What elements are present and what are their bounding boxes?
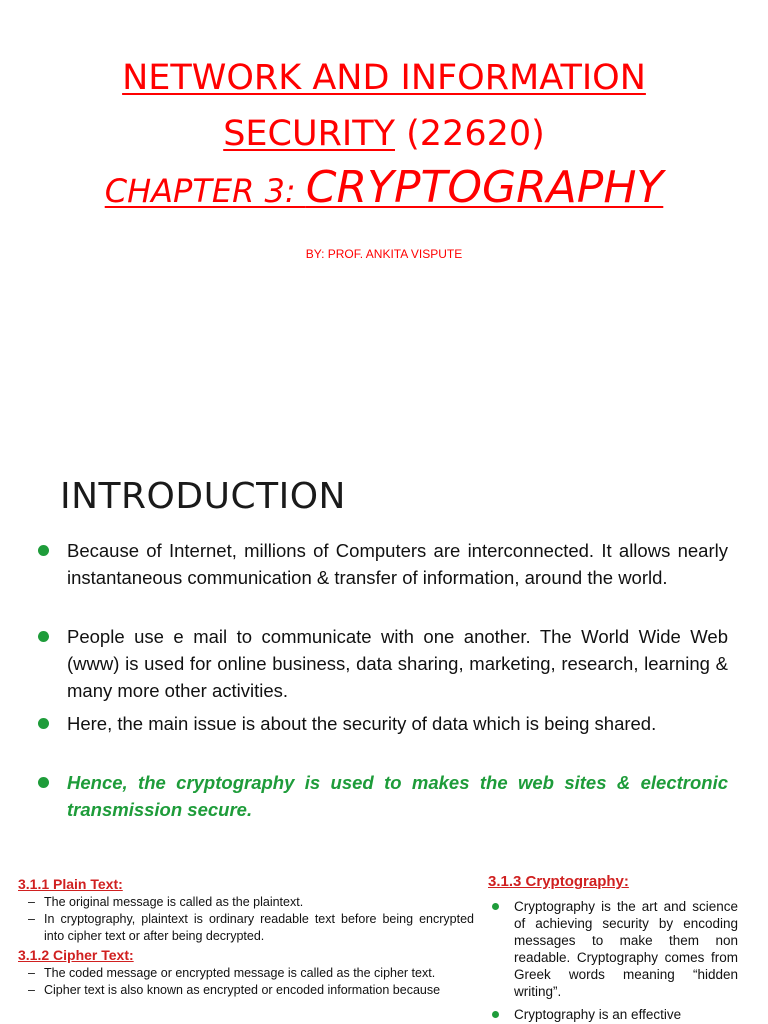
- title-security: SECURITY: [223, 114, 395, 154]
- plain-text-item: The original message is called as the plaintext.: [44, 895, 304, 909]
- list-item: [18, 894, 474, 911]
- dash-icon: –: [28, 966, 35, 980]
- chapter-name: CRYPTOGRAPHY: [305, 162, 664, 213]
- title-line-1: [0, 58, 768, 98]
- title-line-2: [0, 114, 768, 154]
- cipher-text-item: Cipher text is also known as encrypted or encoded information because: [44, 983, 441, 997]
- dash-icon: –: [28, 983, 35, 997]
- introduction-slide: [0, 440, 768, 860]
- chapter-title-underlined: [105, 162, 664, 213]
- list-item: [18, 965, 474, 982]
- list-item: [38, 710, 728, 737]
- list-item-highlight: [38, 769, 728, 823]
- definitions-left-panel: [18, 874, 474, 1024]
- cryptography-definition: Cryptography is the art and science of achieving security by encoding messages to make them non readable. Cryptography comes from Greek words meaning “hidden writing”.: [514, 899, 738, 999]
- dash-icon: –: [28, 912, 35, 926]
- cryptography-heading: 3.1.3 Cryptography:: [488, 873, 629, 890]
- slide-heading: INTRODUCTION: [60, 476, 346, 517]
- bullet-text: Because of Internet, millions of Computers are interconnected. It allows nearly instantaneous communication & transfer of information, around the world.: [67, 540, 728, 588]
- bullet-text: Here, the main issue is about the security of data which is being shared.: [67, 713, 657, 734]
- cryptography-item: Cryptography is an effective: [514, 1007, 682, 1022]
- bullet-dot-icon: [492, 903, 499, 910]
- list-item: [488, 898, 738, 1000]
- cipher-text-heading: 3.1.2 Cipher Text:: [18, 947, 134, 963]
- bullet-dot-icon: [38, 631, 49, 642]
- bullet-text-highlight: Hence, the cryptography is used to makes the web sites & electronic transmission secure.: [67, 772, 728, 820]
- list-item: [18, 911, 474, 945]
- bullet-dot-icon: [38, 777, 49, 788]
- bullet-text: People use e mail to communicate with one another. The World Wide Web (www) is used for online business, data sharing, marketing, research, learning & many more other activities.: [67, 626, 728, 701]
- course-code: (22620): [395, 114, 545, 154]
- list-item: [38, 537, 728, 591]
- list-item: [38, 623, 728, 704]
- author-byline: BY: PROF. ANKITA VISPUTE: [305, 247, 463, 261]
- definitions-right-panel: [488, 872, 738, 1024]
- chapter-prefix: CHAPTER 3:: [104, 172, 306, 210]
- bullet-dot-icon: [492, 1011, 499, 1018]
- list-item: [488, 1006, 738, 1023]
- plain-text-item: In cryptography, plaintext is ordinary readable text before being encrypted into cipher text or after being decrypted.: [44, 912, 474, 943]
- bullet-dot-icon: [38, 718, 49, 729]
- list-item: [18, 982, 474, 999]
- plain-text-heading: 3.1.1 Plain Text:: [18, 876, 123, 892]
- chapter-title: [0, 162, 768, 213]
- definitions-slide: [0, 860, 768, 1024]
- bullet-dot-icon: [38, 545, 49, 556]
- cipher-text-item: The coded message or encrypted message is called as the cipher text.: [44, 966, 436, 980]
- title-line-1-text: NETWORK AND INFORMATION: [122, 58, 646, 98]
- title-slide: [0, 0, 768, 440]
- dash-icon: –: [28, 895, 35, 909]
